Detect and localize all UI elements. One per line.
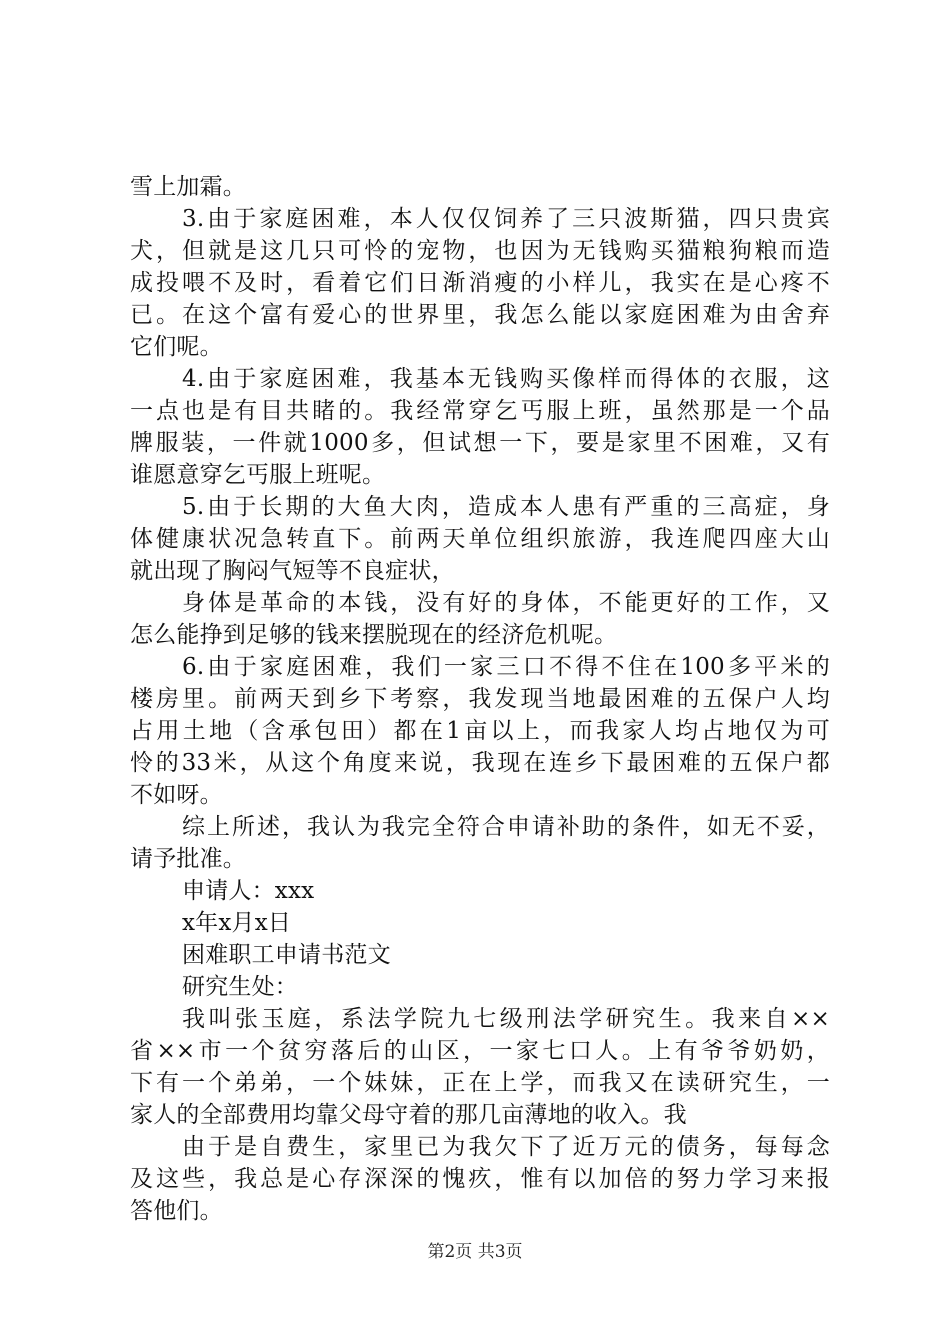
text-line: 已。在这个富有爱心的世界里，我怎么能以家庭困难为由舍弃 (130, 302, 830, 328)
text-line: 申请人：xxx (182, 878, 315, 904)
text-line: 楼房里。前两天到乡下考察，我发现当地最困难的五保户人均 (130, 686, 830, 712)
text-line: 家人的全部费用均靠父母守着的那几亩薄地的收入。我 (130, 1102, 687, 1128)
text-line: 我叫张玉庭，系法学院九七级刑法学研究生。我来自×× (182, 1006, 830, 1032)
text-line: 及这些，我总是心存深深的愧疚，惟有以加倍的努力学习来报 (130, 1166, 830, 1192)
text-line: 谁愿意穿乞丐服上班呢。 (130, 462, 386, 488)
text-line: 身体是革命的本钱，没有好的身体，不能更好的工作，又 (182, 590, 830, 616)
text-line: 不如呀。 (130, 782, 223, 808)
text-line: 成投喂不及时，看着它们日渐消瘦的小样儿，我实在是心疼不 (130, 270, 830, 296)
page-footer: 第2页 共3页 (427, 1242, 523, 1262)
text-line: 它们呢。 (130, 334, 223, 360)
document-body (130, 171, 830, 1227)
text-line: 答他们。 (130, 1198, 223, 1224)
text-line: 一点也是有目共睹的。我经常穿乞丐服上班，虽然那是一个品 (130, 398, 830, 424)
text-line: 4.由于家庭困难，我基本无钱购买像样而得体的衣服，这 (182, 366, 830, 392)
text-line: 牌服装，一件就1000多，但试想一下，要是家里不困难，又有 (130, 430, 830, 456)
text-line: 3.由于家庭困难，本人仅仅饲养了三只波斯猫，四只贵宾 (182, 206, 830, 232)
text-line: 综上所述，我认为我完全符合申请补助的条件，如无不妥， (182, 814, 830, 840)
text-line: 怜的33米，从这个角度来说，我现在连乡下最困难的五保户都 (130, 750, 830, 776)
text-line: 研究生处： (182, 974, 298, 1000)
text-line: 困难职工申请书范文 (182, 942, 391, 968)
text-line: 雪上加霜。 (130, 174, 246, 200)
text-line: 占用土地（含承包田）都在1亩以上，而我家人均占地仅为可 (130, 718, 830, 744)
text-line: x年x月x日 (182, 910, 292, 936)
text-line: 省××市一个贫穷落后的山区，一家七口人。上有爷爷奶奶， (130, 1038, 830, 1064)
text-line: 体健康状况急转直下。前两天单位组织旅游，我连爬四座大山 (130, 526, 830, 552)
text-line: 怎么能挣到足够的钱来摆脱现在的经济危机呢。 (130, 622, 618, 648)
text-line: 请予批准。 (130, 846, 246, 872)
text-line: 5.由于长期的大鱼大肉，造成本人患有严重的三高症，身 (182, 494, 830, 520)
text-line: 6.由于家庭困难，我们一家三口不得不住在100多平米的 (182, 654, 830, 680)
text-line: 就出现了胸闷气短等不良症状， (130, 558, 455, 584)
text-line: 犬，但就是这几只可怜的宠物，也因为无钱购买猫粮狗粮而造 (130, 238, 830, 264)
text-line: 下有一个弟弟，一个妹妹，正在上学，而我又在读研究生，一 (130, 1070, 830, 1096)
text-line: 由于是自费生，家里已为我欠下了近万元的债务，每每念 (182, 1134, 830, 1160)
